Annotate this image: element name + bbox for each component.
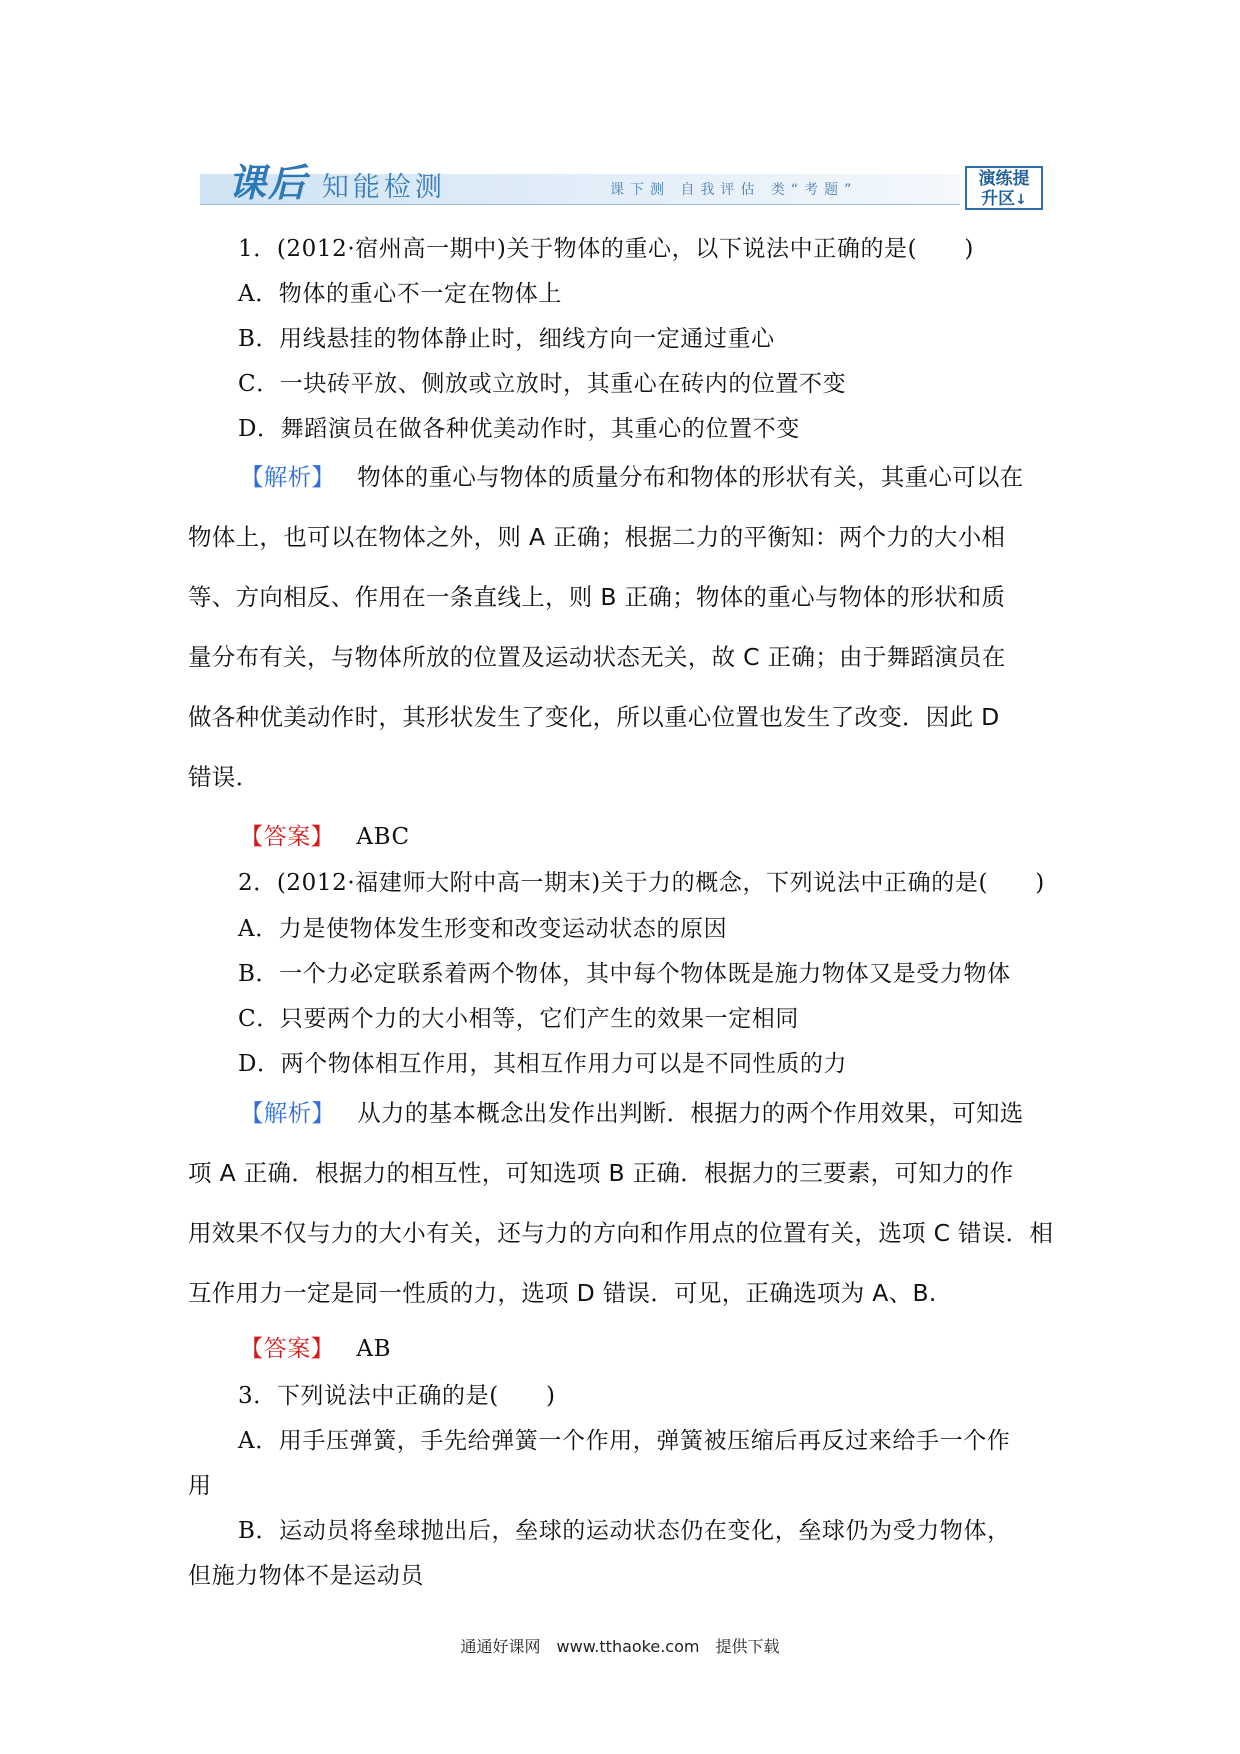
q1-number: 1．(2012· (238, 236, 356, 262)
q1-analysis-line-6: 错误． (188, 763, 260, 791)
banner-title (228, 160, 446, 210)
q2-answer-value: AB (356, 1336, 392, 1362)
answer-tag: 【答案】 (240, 1336, 335, 1362)
q3-option-b-line1: B．运动员将垒球抛出后，垒球的运动状态仍在变化，垒球仍为受力物体， (238, 1518, 1011, 1544)
banner-subtitle: 课下测 自我评估 类“考题” (610, 182, 858, 198)
q1-answer-value: ABC (356, 824, 410, 850)
q1-option-c: C．一块砖平放、侧放或立放时，其重心在砖内的位置不变 (238, 371, 847, 397)
section-banner (200, 160, 1050, 210)
q2-answer (240, 1330, 391, 1363)
q1-analysis-text: 物体的重心与物体的质量分布和物体的形状有关，其重心可以在 (357, 463, 1024, 491)
practice-badge (965, 166, 1043, 210)
q2-option-a: A．力是使物体发生形变和改变运动状态的原因 (238, 916, 728, 942)
q2-option-c: C．只要两个力的大小相等，它们产生的效果一定相同 (238, 1006, 799, 1032)
badge-line2: 升区 (981, 189, 1016, 209)
q2-number: 2．(2012· (238, 870, 356, 896)
q1-analysis-line-1 (240, 458, 1024, 492)
q2-option-b: B．一个力必定联系着两个物体，其中每个物体既是施力物体又是受力物体 (238, 961, 1011, 987)
q1-stem (238, 230, 974, 263)
q2-stem (238, 864, 1045, 897)
badge-line1: 演练提 (978, 169, 1030, 189)
q1-analysis-line-4: 量分布有关，与物体所放的位置及运动状态无关，故 C 正确；由于舞蹈演员在 (188, 643, 1006, 671)
q2-source: 福建师大附中高一期末 (355, 870, 592, 896)
q2-analysis-line-1 (240, 1094, 1024, 1128)
q3-option-a-line1: A．用手压弹簧，手先给弹簧一个作用，弹簧被压缩后再反过来给手一个作 (238, 1428, 1011, 1454)
q1-analysis-line-3: 等、方向相反、作用在一条直线上，则 B 正确；物体的重心与物体的形状和质 (188, 583, 1006, 611)
q2-analysis-text: 从力的基本概念出发作出判断．根据力的两个作用效果，可知选 (357, 1099, 1024, 1127)
q1-option-b: B．用线悬挂的物体静止时，细线方向一定通过重心 (238, 326, 775, 352)
q1-option-d: D．舞蹈演员在做各种优美动作时，其重心的位置不变 (238, 416, 800, 442)
q1-source: 宿州高一期中 (355, 236, 497, 262)
q2-text: )关于力的概念，下列说法中正确的是( ) (591, 870, 1045, 896)
q2-option-d: D．两个物体相互作用，其相互作用力可以是不同性质的力 (238, 1051, 848, 1077)
banner-title-char2: 后 (268, 160, 309, 205)
q2-analysis-line-3: 用效果不仅与力的大小有关，还与力的方向和作用点的位置有关，选项 C 错误．相 (188, 1219, 1054, 1247)
page-footer: 通通好课网 www.tthaoke.com 提供下载 (460, 1637, 780, 1656)
banner-title-rest: 知能检测 (321, 172, 446, 203)
q2-analysis-line-2: 项 A 正确．根据力的相互性，可知选项 B 正确．根据力的三要素，可知力的作 (188, 1159, 1014, 1187)
q1-analysis-line-2: 物体上，也可以在物体之外，则 A 正确；根据二力的平衡知：两个力的大小相 (188, 523, 1006, 551)
analysis-tag: 【解析】 (240, 1099, 336, 1127)
q1-analysis-line-5: 做各种优美动作时，其形状发生了变化，所以重心位置也发生了改变．因此 D (188, 703, 1000, 731)
arrow-down-icon: ↓ (1015, 192, 1027, 208)
q1-answer (240, 818, 410, 851)
analysis-tag: 【解析】 (240, 463, 336, 491)
q3-option-a-line2: 用 (188, 1473, 212, 1499)
q3-option-b-line2: 但施力物体不是运动员 (188, 1563, 424, 1589)
banner-title-char1: 课 (228, 160, 269, 205)
answer-tag: 【答案】 (240, 824, 335, 850)
q1-text: )关于物体的重心，以下说法中正确的是( ) (496, 236, 974, 262)
q2-analysis-line-4: 互作用力一定是同一性质的力，选项 D 错误．可见，正确选项为 A、B. (188, 1279, 937, 1307)
q1-option-a: A．物体的重心不一定在物体上 (238, 281, 563, 307)
q3-stem: 3．下列说法中正确的是( ) (238, 1383, 556, 1409)
